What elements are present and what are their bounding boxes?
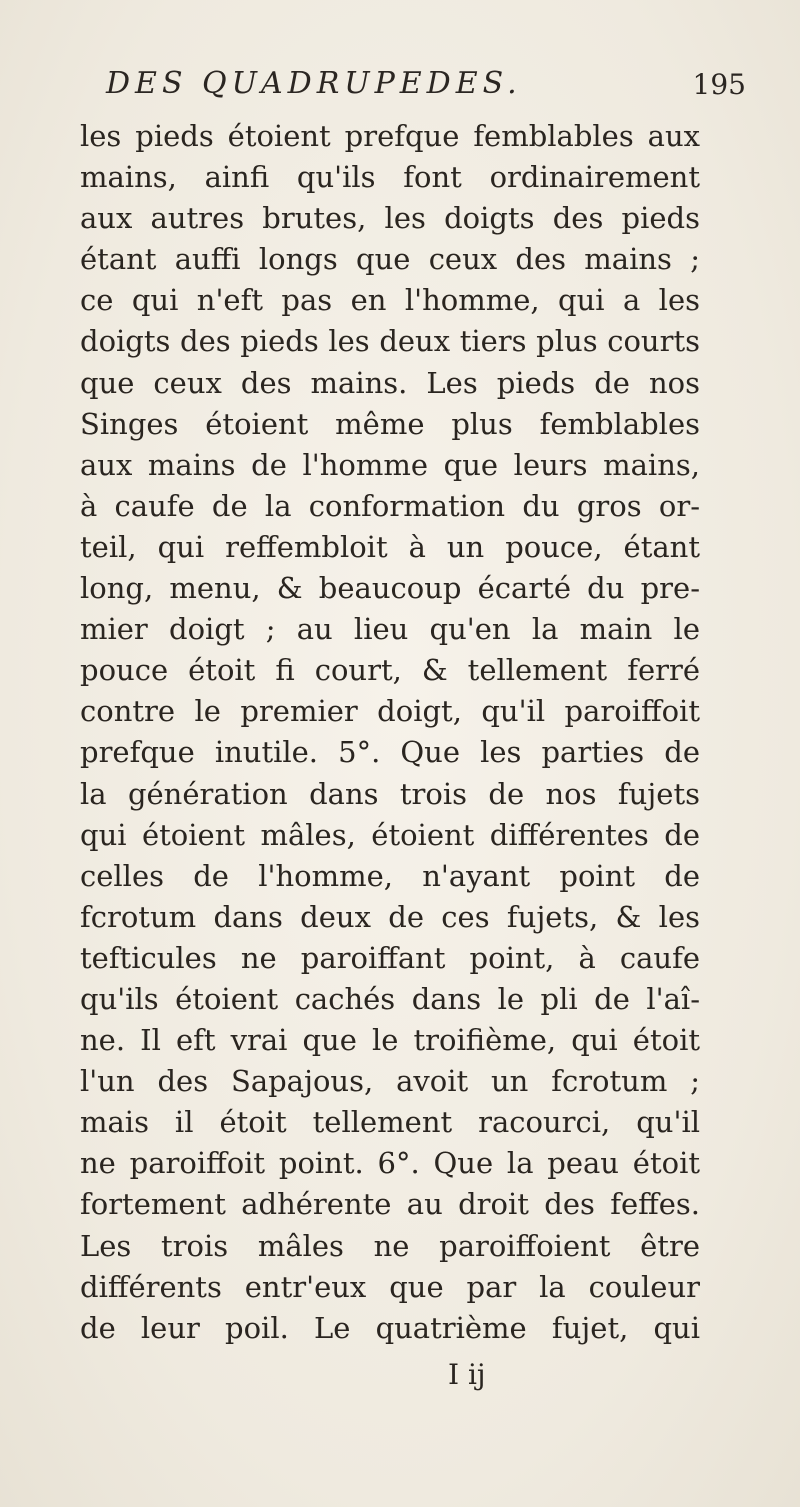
signature-mark: I ij bbox=[448, 1358, 486, 1391]
text-line: l'un des Sapajous, avoit un fcrotum ; bbox=[80, 1064, 700, 1099]
text-line: contre le premier doigt, qu'il paroiffoit bbox=[80, 694, 700, 729]
text-line: fcrotum dans deux de ces fujets, & les bbox=[80, 899, 700, 934]
text-line: étant auffi longs que ceux des mains ; bbox=[80, 242, 700, 277]
text-line: tefticules ne paroiffant point, à caufe bbox=[80, 940, 700, 975]
text-line: les pieds étoient prefque femblables aux bbox=[80, 119, 700, 153]
text-line: que ceux des mains. Les pieds de nos bbox=[80, 365, 700, 400]
text-line: de leur poil. Le quatrième fujet, qui bbox=[80, 1310, 700, 1345]
text-line: Les trois mâles ne paroiffoient être bbox=[80, 1228, 700, 1263]
text-line: ne. Il eft vrai que le troifième, qui étoit bbox=[80, 1023, 700, 1058]
text-line: doigts des pieds les deux tiers plus courts bbox=[80, 324, 700, 359]
text-line: teil, qui reffembloit à un pouce, étant bbox=[80, 529, 700, 564]
text-line: mains, ainfi qu'ils font ordinairement bbox=[80, 160, 700, 195]
text-line: la génération dans trois de nos fujets bbox=[80, 776, 700, 811]
text-line: fortement adhérente au droit des feffes. bbox=[80, 1187, 700, 1222]
page-number: 195 bbox=[692, 68, 746, 101]
text-line: à caufe de la conformation du gros or- bbox=[80, 488, 700, 523]
text-line: prefque inutile. 5°. Que les parties de bbox=[80, 735, 700, 770]
text-line: ne paroiffoit point. 6°. Que la peau étoit bbox=[80, 1146, 700, 1181]
text-line: qui étoient mâles, étoient différentes de bbox=[80, 817, 700, 852]
text-line: aux mains de l'homme que leurs mains, bbox=[80, 447, 700, 482]
text-line: Singes étoient même plus femblables bbox=[80, 406, 700, 441]
text-line: différents entr'eux que par la couleur bbox=[80, 1269, 700, 1304]
running-title: DES QUADRUPEDES. bbox=[106, 66, 522, 101]
text-line: ce qui n'eft pas en l'homme, qui a les bbox=[80, 283, 700, 318]
text-line: aux autres brutes, les doigts des pieds bbox=[80, 201, 700, 236]
text-line: mais il étoit tellement racourci, qu'il bbox=[80, 1105, 700, 1140]
page-header bbox=[106, 66, 746, 106]
text-line: long, menu, & beaucoup écarté du pre- bbox=[80, 571, 700, 606]
text-line: mier doigt ; au lieu qu'en la main le bbox=[80, 612, 700, 647]
body-text bbox=[80, 116, 700, 1349]
text-line: celles de l'homme, n'ayant point de bbox=[80, 858, 700, 893]
text-line: pouce étoit fi court, & tellement ferré bbox=[80, 653, 700, 688]
text-line: qu'ils étoient cachés dans le pli de l'aî- bbox=[80, 981, 700, 1016]
